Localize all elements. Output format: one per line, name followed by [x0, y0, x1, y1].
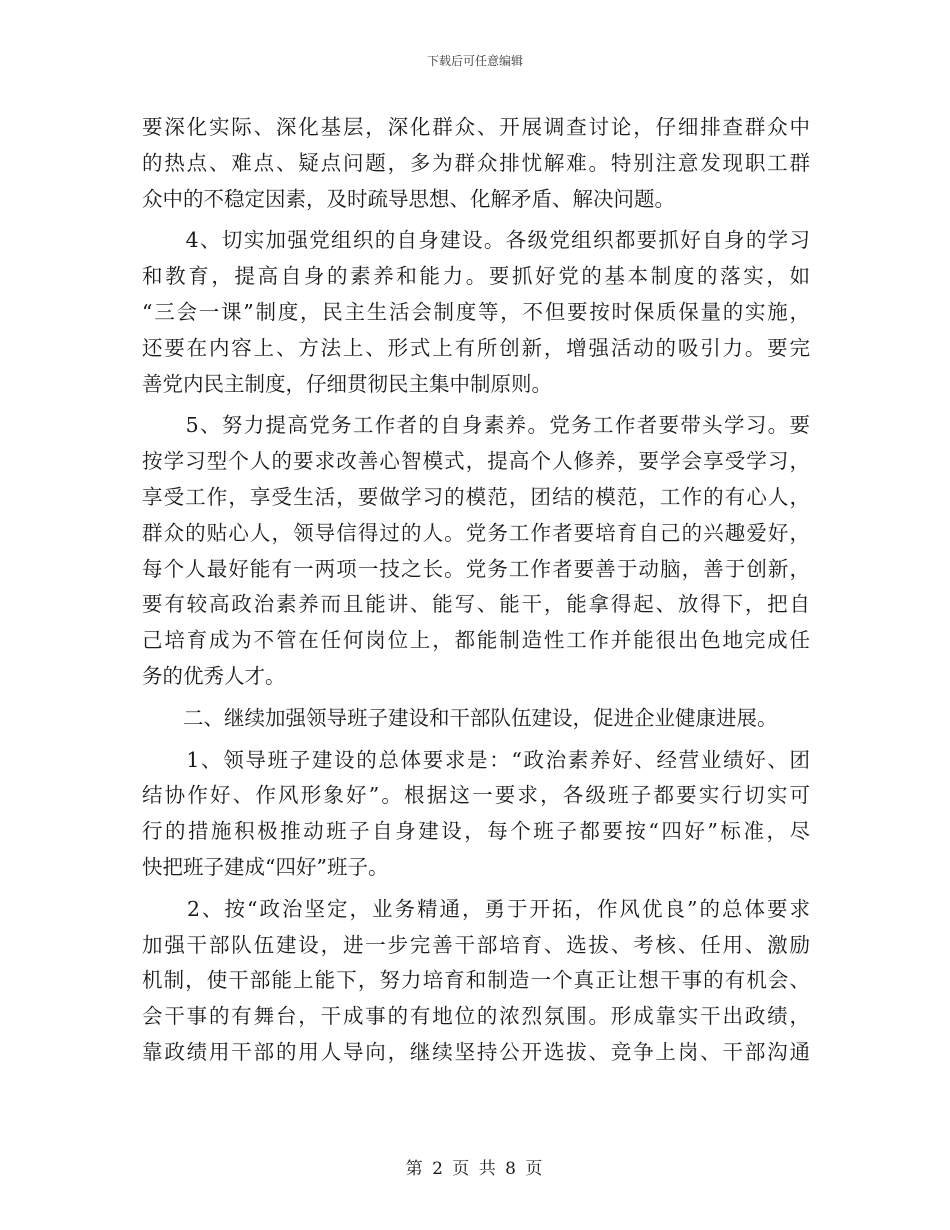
text-line: 己培育成为不管在任何岗位上，都能制造性工作并能很出色地完成任 [142, 628, 810, 653]
text-line: 1、领导班子建设的总体要求是：“政治素养好、经营业绩好、团 [142, 747, 810, 772]
text-line: 每个人最好能有一两项一技之长。党务工作者要善于动脑，善于创新， [142, 556, 810, 581]
text-line: 众中的不稳定因素，及时疏导思想、化解矛盾、解决问题。 [142, 186, 675, 211]
text-line: 要有较高政治素养而且能讲、能写、能干，能拿得起、放得下，把自 [142, 592, 810, 617]
text-line: 按学习型个人的要求改善心智模式，提高个人修养，要学会享受学习， [142, 449, 810, 474]
paragraph [142, 743, 810, 886]
text-line: 享受工作，享受生活，要做学习的模范，团结的模范，工作的有心人， [142, 484, 810, 509]
text-line: 的热点、难点、疑点问题，多为群众排忧解难。特别注意发现职工群 [142, 150, 810, 175]
text-line: 要深化实际、深化基层，深化群众、开展调查讨论，仔细排查群众中 [142, 115, 810, 139]
text-line: 和教育，提高自身的素养和能力。要抓好党的基本制度的落实，如 [142, 264, 810, 289]
text-line: 加强干部队伍建设，进一步完善干部培育、选拔、考核、任用、激励 [142, 932, 810, 957]
page-number: 第 2 页 共 8 页 [405, 1159, 545, 1179]
text-line: 务的优秀人才。 [142, 663, 286, 688]
paragraph [142, 110, 810, 217]
text-line: 还要在内容上、方法上、形式上有所创新，增强活动的吸引力。要完 [142, 335, 810, 360]
paragraph [142, 223, 810, 402]
section-heading [142, 701, 810, 737]
text-line: 机制，使干部能上能下，努力培育和制造一个真正让想干事的有机会、 [142, 968, 810, 993]
text-line: 群众的贴心人，领导信得过的人。党务工作者要培育自己的兴趣爱好， [142, 520, 810, 545]
text-line: 善党内民主制度，仔细贯彻民主集中制原则。 [142, 371, 552, 396]
page-header-note: 下载后可任意编辑 [426, 54, 523, 68]
text-line: 靠政绩用干部的用人导向，继续坚持公开选拔、竞争上岗、干部沟通 [142, 1039, 810, 1064]
text-line: 快把班子建成“四好”班子。 [142, 854, 389, 879]
text-line: 5、努力提高党务工作者的自身素养。党务工作者要带头学习。要 [142, 413, 810, 438]
text-line: 2、按“政治坚定，业务精通，勇于开拓，作风优良”的总体要求 [142, 896, 810, 921]
text-line: 二、继续加强领导班子建设和干部队伍建设，促进企业健康进展。 [142, 705, 778, 730]
paragraph [142, 892, 810, 1071]
text-line: 结协作好、作风形象好”。根据这一要求，各级班子都要实行切实可 [142, 783, 810, 808]
text-line: 会干事的有舞台，干成事的有地位的浓烈氛围。形成靠实干出政绩， [142, 1004, 810, 1029]
text-line: “三会一课”制度，民主生活会制度等，不但要按时保质保量的实施， [142, 299, 810, 324]
text-line: 行的措施积极推动班子自身建设，每个班子都要按“四好”标准，尽 [142, 819, 810, 844]
document-body [142, 110, 810, 1071]
paragraph [142, 408, 810, 694]
text-line: 4、切实加强党组织的自身建设。各级党组织都要抓好自身的学习 [142, 228, 810, 253]
